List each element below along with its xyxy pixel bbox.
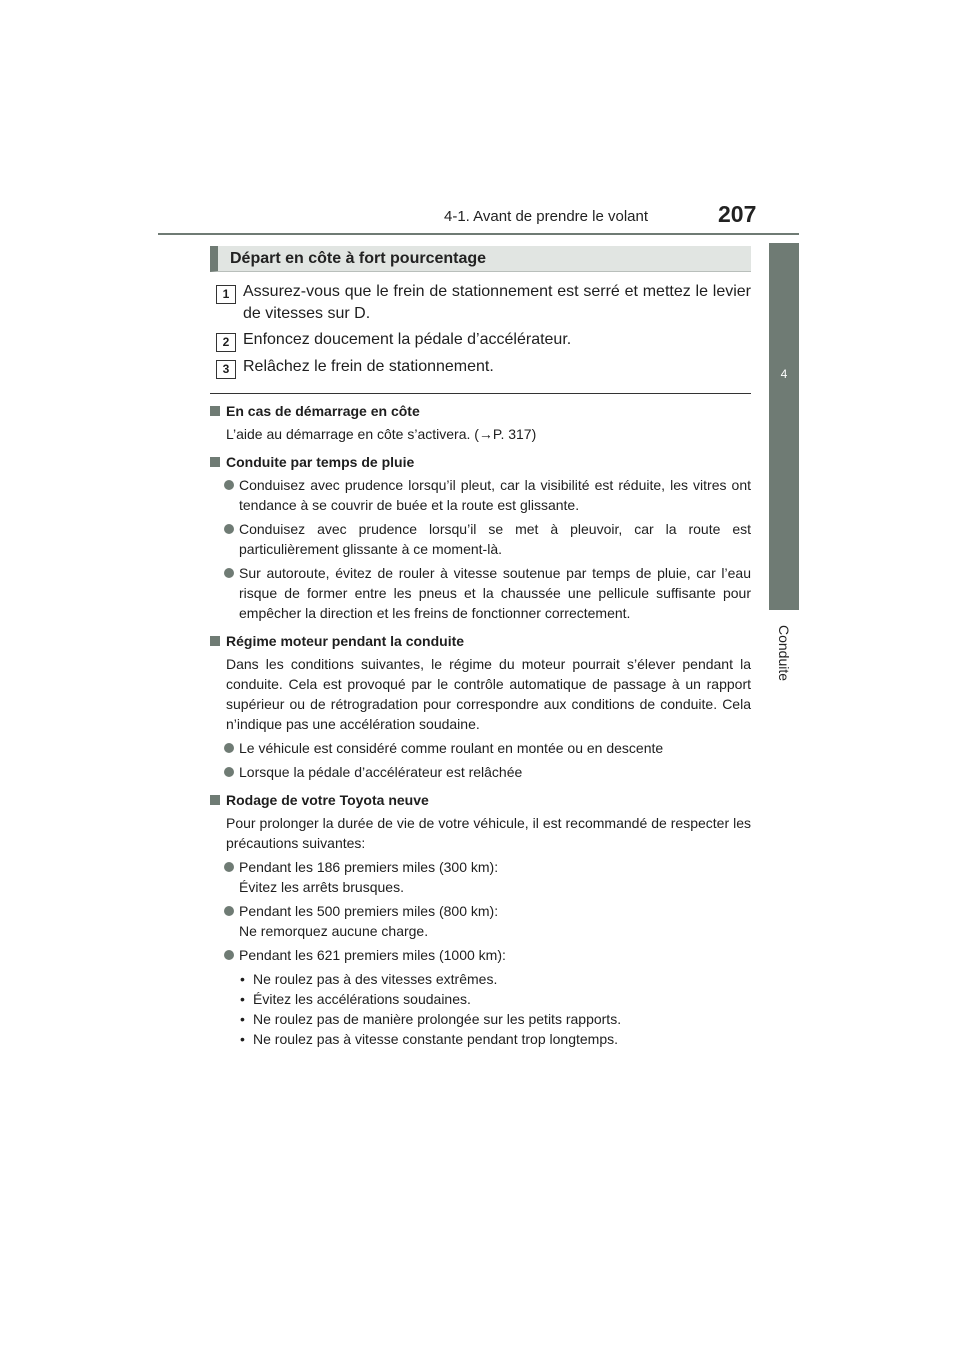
note-body: L’aide au démarrage en côte s’activera. (→P. 317): [226, 426, 537, 442]
chapter-tab-number: 4: [780, 367, 788, 381]
notes-section: [210, 401, 751, 1053]
step-text: Relâchez le frein de stationnement.: [243, 358, 494, 375]
sub-list-item: • Évitez les accélérations soudaines.: [239, 989, 751, 1009]
square-bullet-icon: [210, 636, 220, 646]
note-title-break-in: Rodage de votre Toyota neuve: [210, 790, 751, 810]
circle-bullet-icon: [224, 743, 234, 753]
list-item: Pendant les 186 premiers miles (300 km):: [210, 857, 751, 877]
list-item: Le véhicule est considéré comme roulant en montée ou en descente: [210, 738, 751, 758]
circle-bullet-icon: [224, 480, 234, 490]
list-item: Pendant les 500 premiers miles (800 km):: [210, 901, 751, 921]
step-text: Assurez-vous que le frein de stationnement est serré et mettez le levier de vitesses sur D.: [243, 283, 751, 322]
section-heading: [210, 246, 751, 272]
circle-bullet-icon: [224, 950, 234, 960]
sub-list-item: • Ne roulez pas de manière prolongée sur les petits rapports.: [239, 1009, 751, 1029]
square-bullet-icon: [210, 406, 220, 416]
list-item: Lorsque la pédale d’accélérateur est relâchée: [210, 762, 751, 782]
circle-bullet-icon: [224, 568, 234, 578]
list-item: Sur autoroute, évitez de rouler à vitesse soutenue par temps de pluie, car l’eau risque de former entre les pneus et la chaussée une pellicule suffisante pour empêcher la direction et les freins de fonctionner correctement.: [210, 563, 751, 623]
chapter-tab[interactable]: [769, 243, 799, 610]
list-item-detail: Ne remorquez aucune charge.: [239, 923, 429, 939]
circle-bullet-icon: [224, 767, 234, 777]
step-number-box: 3: [216, 360, 236, 379]
square-bullet-icon: [210, 795, 220, 805]
step-text: Enfoncez doucement la pédale d’accélérateur.: [243, 331, 572, 348]
list-item-detail: Évitez les arrêts brusques.: [239, 879, 404, 895]
note-title-engine-speed: Régime moteur pendant la conduite: [210, 631, 751, 651]
circle-bullet-icon: [224, 906, 234, 916]
section-divider: [210, 393, 751, 394]
section-heading-text: Départ en côte à fort pourcentage: [230, 250, 487, 267]
circle-bullet-icon: [224, 862, 234, 872]
note-body: Dans les conditions suivantes, le régime du moteur pourrait s’élever pendant la conduite. Cela est provoqué par le contrôle automatique de passage à un rapport supérieur ou de rétrogradation pour correspondre aux conditions de conduite. Cela n’indique pas une accélération soudaine.: [226, 656, 751, 732]
step-1: [216, 281, 751, 327]
circle-bullet-icon: [224, 524, 234, 534]
page-number: 207: [718, 201, 757, 227]
header-rule: [158, 233, 799, 235]
note-title-rain: Conduite par temps de pluie: [210, 452, 751, 472]
note-title-hill-start: En cas de démarrage en côte: [210, 401, 751, 421]
sub-list-item: • Ne roulez pas à des vitesses extrêmes.: [239, 969, 751, 989]
sub-list-item: • Ne roulez pas à vitesse constante pendant trop longtemps.: [239, 1029, 751, 1049]
square-bullet-icon: [210, 457, 220, 467]
header-section-title: 4-1. Avant de prendre le volant: [444, 208, 649, 225]
note-body: Pour prolonger la durée de vie de votre véhicule, il est recommandé de respecter les précautions suivantes:: [226, 815, 751, 851]
step-2: [216, 329, 751, 353]
list-item: Pendant les 621 premiers miles (1000 km):: [210, 945, 751, 965]
list-item: Conduisez avec prudence lorsqu’il pleut, car la visibilité est réduite, les vitres ont tendance à se couvrir de buée et la route est glissante.: [210, 475, 751, 515]
page-header: [0, 0, 960, 240]
sub-list: [210, 969, 751, 1049]
step-number-box: 2: [216, 333, 236, 352]
chapter-label: [767, 618, 801, 688]
step-3: [216, 356, 751, 380]
chapter-label-text: Conduite: [776, 624, 792, 682]
step-number-box: 1: [216, 285, 236, 304]
list-item: Conduisez avec prudence lorsqu’il se met à pleuvoir, car la route est particulièrement glissante à ce moment-là.: [210, 519, 751, 559]
